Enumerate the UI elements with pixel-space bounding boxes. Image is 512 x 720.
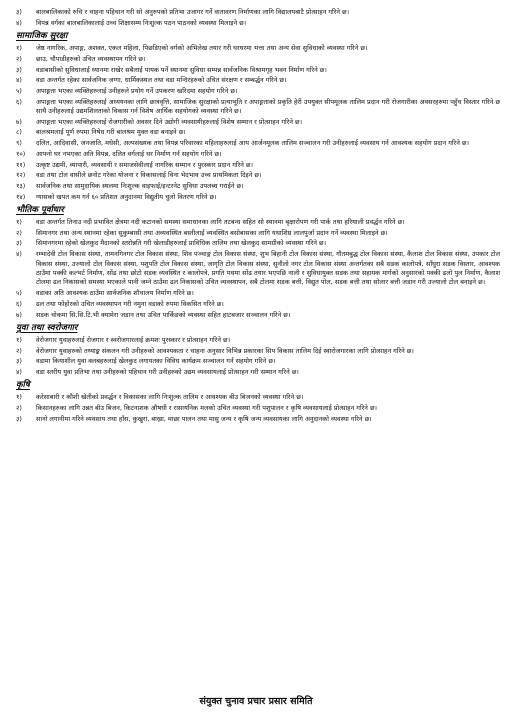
list-item [14,8,500,17]
list-item-number: ३) [16,414,22,423]
list-item [14,128,500,137]
list-item-number: ६) [16,299,22,308]
list-item-number: ७) [16,117,22,126]
list-item [14,250,500,288]
list-item [14,19,500,28]
list-item [14,393,500,402]
section-heading: सामाजिक सुरक्षा [16,31,68,42]
list-item-text: बालश्रमलाई पूर्ण रुपमा निषेध गरी बालश्रम मुक्त वडा बनाइने छ। [36,128,186,137]
list-item [14,357,500,366]
list-item-text: छाउ, चौपाडीहरुको उचित व्यवस्थापन गरिने छ। [36,54,146,63]
list-item-number: १) [16,393,22,402]
section-heading: भौतिक पूर्वाधार [16,205,64,216]
section [14,205,500,320]
list-item-text: विपन्न वर्गका बालबालिकालाई उच्च शिक्षासम्म निःशुल्क पठन पाठनको व्यवस्था मिलाइने छ। [36,18,247,27]
list-item-number: १) [16,335,22,344]
list-item-number: १४) [16,192,26,201]
list-item-number: २) [16,228,22,237]
list-item [14,76,500,85]
list-item-number: ८) [16,128,22,137]
list-item-text: ग्यासको खपत कम गर्न ६० प्रतिशत अनुदानमा विद्युतीय चुलो वितरण गरिने छ। [36,192,217,201]
list-item-number: ५) [16,86,22,95]
footer-title: संयुक्त चुनाव प्रचार प्रसार समिति [199,696,313,707]
manifesto-content [14,8,500,424]
list-item-text: वडाबासीको सुविधालाई ध्यानमा राखेर सबैलाई पायक पर्ने स्थानमा सुविधा सम्पन्न सार्वजनिक विश्रामगृह भवन निर्माण गरिने छ। [36,65,327,74]
list-item [14,336,500,345]
list-item [14,44,500,53]
list-item-text: सडक चोकमा सि.सि.टि.भी क्यामेरा जडान तथा उचित पार्किङको व्यवस्था सहित हाटबजार सञ्चालन गरिने छ। [36,310,291,319]
section [14,323,500,378]
list-item [14,218,500,227]
list-item [14,139,500,148]
list-item [14,289,500,298]
list-item-number: ३) [16,65,22,74]
list-item-text: वडा अन्तर्गत तिनाउ नदी प्रभावित क्षेत्रमा नदी कटानको समस्या समाधानका लागि तटबन्ध सहित सो स्थानमा बृक्षारोपण गरी पार्क तथा हरियाली प्रवर्द्धन गरिने छ। [36,218,405,227]
list-item-text: सार्वजनिक तथा सामुदायिक स्थलमा निःशुल्क वाइफाई/इन्टरनेट सुविधा उपलब्ध गराईने छ। [36,181,244,190]
list-item [14,55,500,64]
list-item-text: वडा स्तरीय युवा प्रतिभा तथा उनीहरुको पहिचान गरी उनीहरुको उद्यम व्यवसायलाई प्रोत्साहन गरी सम्मान गरिने छ। [36,368,299,377]
list-item-number: १) [16,44,22,53]
list-item-text: सिमानगरमा रहेको खेलकुद मैदानको स्तरोन्नति गरी खेलाडीहरुलाई प्राविधिक तालिम तथा खेलकुद सामग्रीको व्यवस्था गरिने छ। [36,239,327,248]
list-item-number: १०) [16,149,26,158]
list-item-number: ९) [16,139,22,148]
list-item [14,98,500,117]
list-item-text: उत्कृष्ट उद्यमी, व्यापारी, व्यवसायी र समाजसेवीलाई नागरिक सम्मान र पुरस्कार प्रदान गरिने छ। [36,160,253,169]
list-item [14,161,500,170]
list-item-number: ५) [16,289,22,298]
list-item-text: वेरोजगार युवाहरुको तथ्याङ्क संकलन गरी उनीहरुको आवश्यकता र चाहना अनुसार विभिन्न प्रकारका सिप विकास तालिम दिई स्वारोजगारका लागि प्रोत्साहन गरिने छ। [36,346,414,355]
list-item-number: ४) [16,18,22,27]
list-item-text: अपाङ्गता भएका व्यक्तिहरुलाई अध्ययनका लागि छात्रवृत्ति, सामाजिक सुरक्षाको प्रत्याभूति र अपाङ्गताको प्रकृति हेरी उपयुक्त सीपमूलक तालिम प्रदान गरी रोजगारीका अवसरहरुमा पहुँच विस्तार गरिने छ साथै उनीहरुलाई उद्यमशिलताको विकास गर्न विशेष आर्थिक सहयोगको व्यवस्था गरिने छ। [36,97,500,116]
list-item-number: १२) [16,171,26,180]
list-item-number: ३) [16,239,22,248]
list-item-text: दलित, आदिवासी, जनजाति, मधेसी, अल्पसंख्यक तथा विपन्न परिवारका महिलाहरुलाई आय आर्जनमूलक तालिम सञ्चालन गरी उनीहरुलाई व्यवसाय गर्न आवश्यक सहयोग प्रदान गरिने छ। [36,139,469,148]
list-item [14,182,500,191]
list-item [14,171,500,180]
list-item [14,118,500,127]
list-item-text: ढल तथा फोहोरको उचित व्यवस्थापन गरी नमुना वडाको रुपमा विकसित गरिने छ। [36,299,224,308]
list-item-text: वडा अन्तर्गत रहेका सार्वजनिक जग्गा, धार्मिकस्थल तथा वडा मन्दिरहरुको उचित संरक्षण र सम्बर्द्धन गरिने छ। [36,76,287,85]
list-item-number: ३) [16,357,22,366]
list-item-number: २) [16,346,22,355]
list-item-text: रम्भादेवी टोल विकास संस्था, तामनगिनगर टोल विकास संस्था, शिव पञ्चाङ्ग टोल विकास संस्था, शुभ बिहानी टोल विकास संस्था, गौतमबुद्ध टोल विकास संस्था, कैलाश टोल विकास संस्था, उपकार टोल विकास संस्था, उज्यालो टोल विकास संस्था, पशुपति टोल विकास संस्था, जागृति टोल विकास संस्था, सुनौलो नगर टोल विकास संस्था अन्तर्गतका सबै सडक कालोपत्रे, साँघुरा सडक विस्तार, आवश्यक ठाउँमा पक्की कल्भर्ट निर्माण, सोंढ तथा छोटो सडक व्यवस्थित र कालोपत्रे, प्रगति पथमा सोंढ तयार भएपछि नाली र सुविधायुक्त सडक तथा सहायक मार्गको अनुसारको पक्की ढलो पुल निर्माण, कैलाश टोलमा ढल निकासको समस्या भएकाले पानी जम्ने ठाउँमा ढल निकासको उचित व्यवस्थापन, सबै टोलमा सडक बत्ती, विद्युत पोल, सडक बत्ती तथा सोलार बत्ती जडान गरी उज्यालो टोल बनाइने छ। [36,250,500,287]
section [14,31,500,202]
list-item-text: बालबालिकाको रुचि र चाहना पहिचान गरी सो अनुरुपको प्रतिभा उजागर गर्ने वातावरण निर्माणका लागि विद्यालयबाटै प्रोत्साहन गरिने छ। [36,8,350,16]
list-item [14,239,500,248]
list-item-number: ११) [16,160,26,169]
list-item-text: जेष्ठ नागरिक, अपाङ्ग, अशक्त, एकल महिला, पिछडिएको वर्गको अभिलेख तयार गरी घरघरमा भत्ता तथा अन्य सेवा सुविधाको व्यवस्था गरिने छ। [36,44,368,53]
list-item-number: ३) [16,8,22,16]
list-item-text: अपाङ्गता भएका व्यक्तिहरुलाई उनीहरुले प्रयोग गर्ने उपकरण खरिदमा सहयोग गरिने छ। [36,86,238,95]
list-item-text: अपाङ्गता भएका व्यक्तिहरुलाई रोजगारीको अवसर दिने उद्योगी व्यवसायीहरुलाई विशेष सम्मान र प्रोत्साहन गरिने छ। [36,117,303,126]
list-item-number: ४) [16,250,22,259]
list-item-text: वेरोजगार युवाहरुलाई रोजगार र स्वरोजगारलाई क्रमशः पुरस्कार र प्रोत्साहन गरिने छ। [36,335,231,344]
list-item [14,311,500,320]
list-item-text: वडा तथा टोल वासीले छनोट गरेका योजना र विकासलाई विना भेदभाव उच्च प्राथमिकता दिइने छ। [36,171,262,180]
list-item-text: सानो लगानीमा गरिने व्यवसाय तथा हाँस, कुखुरा, बाख्रा, माछा पालन तथा मासु जन्य र कृषि जन्य व्यवसायका लागि अनुदानको व्यवस्था गरिने छ। [36,414,372,423]
list-item-text: किसानहरुका लागि उन्नत बीउ बिजन, किटनाशक औषधी र रासायनिक मलको उचित व्यवस्था गरी पशुपालन र कृषि व्यवसायलाई प्रोत्साहन गरिने छ। [36,404,377,413]
list-item-text: वडाका अति आवश्यक ठाउँमा सार्वजनिक शौचालय निर्माण गरिने छ। [36,289,194,298]
list-item-number: १) [16,218,22,227]
list-item [14,150,500,159]
list-item [14,404,500,413]
list-item [14,347,500,356]
list-item-number: ६) [16,97,22,106]
section [14,380,500,424]
list-item [14,87,500,96]
list-item-number: ४) [16,76,22,85]
list-item-number: २) [16,54,22,63]
list-item [14,415,500,424]
list-item-number: १३) [16,181,26,190]
list-item [14,66,500,75]
list-item-text: करेसाबारी र कौशी खेतीको प्रवर्द्धन र विकासका लागि निःशुल्क तालिम र आवश्यक बीउ बिजनको व्यवस्था गरिने छ। [36,393,304,402]
list-item-number: ४) [16,368,22,377]
list-item-text: सिमानगर तथा अन्य स्थानमा रहेका सुकुम्बासी तथा अव्यवस्थित बस्तीलाई व्यवस्थित बसोबासका लागि यथाशिघ्र लालपुर्जा प्रदान गर्ने व्यवस्था मिलाइने छ। [36,228,388,237]
list-item [14,229,500,238]
list-item [14,368,500,377]
list-item [14,193,500,202]
list-item [14,300,500,309]
section-heading: कृषि [16,380,30,391]
list-item-number: २) [16,404,22,413]
list-item-text: वडामा कियाशील युवा क्लबहरुलाई खेलकुद लगायतका विविध कार्यक्रम सञ्चालन गर्न सहयोग गरिने छ। [36,357,276,366]
section [14,8,500,28]
section-heading: युवा तथा स्वरोजगार [16,322,78,333]
list-item-number: ७) [16,310,22,319]
list-item-text: आफ्नो घर नभएका अति विपन्न, दलित वर्गलाई घर निर्माण गर्न सहयोग गरिने छ। [36,149,222,158]
